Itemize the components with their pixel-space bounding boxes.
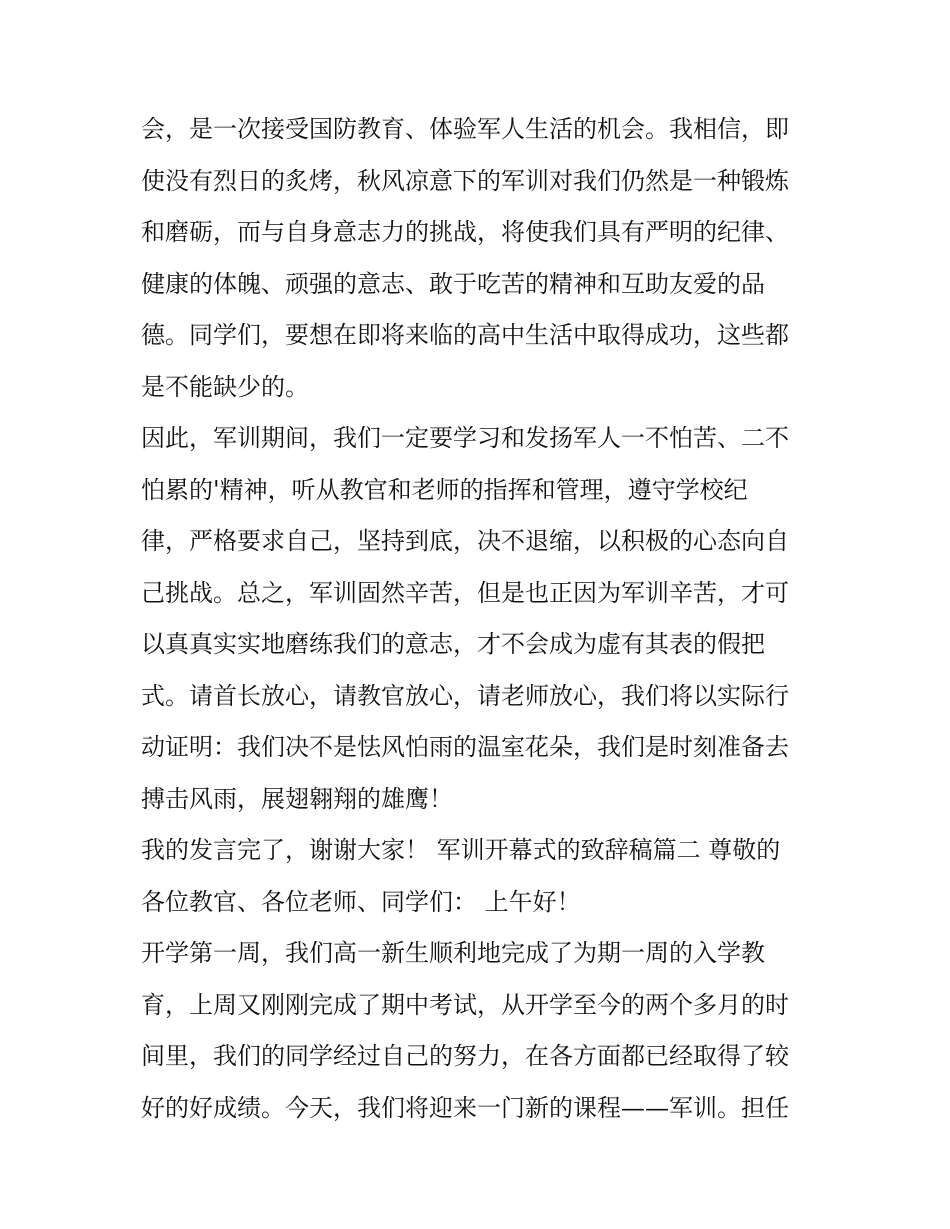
text-line: 己挑战。总之，军训固然辛苦，但是也正因为军训辛苦，才可 [141,578,789,607]
text-line: 好的好成绩。今天，我们将迎来一门新的课程——军训。担任 [141,1093,789,1122]
body-text [141,104,821,1134]
text-line: 搏击风雨，展翅翱翔的雄鹰！ [141,784,453,813]
text-line: 式。请首长放心，请教官放心，请老师放心，我们将以实际行 [141,681,789,710]
text-line: 德。同学们，要想在即将来临的高中生活中取得成功，这些都 [141,321,789,349]
text-line: 律，严格要求自己，坚持到底，决不退缩，以积极的心态向自 [141,527,789,555]
text-line: 各位教官、各位老师、同学们： 上午好！ [141,887,581,916]
text-line: 使没有烈日的炙烤，秋风凉意下的军训对我们仍然是一种锻炼 [141,166,789,195]
text-line: 因此，军训期间，我们一定要学习和发扬军人一不怕苦、二不 [141,424,789,452]
text-line: 育，上周又刚刚完成了期中考试，从开学至今的两个多月的时 [141,990,789,1019]
text-line: 会，是一次接受国防教育、体验军人生活的机会。我相信，即 [141,115,789,143]
text-line: 怕累的'精神，听从教官和老师的指挥和管理，遵守学校纪 [141,475,748,504]
text-line: 开学第一周，我们高一新生顺利地完成了为期一周的入学教 [141,939,765,967]
text-line: 和磨砺，而与自身意志力的挑战，将使我们具有严明的纪律、 [141,218,789,246]
text-line: 是不能缺少的。 [141,372,309,401]
text-line: 我的发言完了，谢谢大家！ 军训开幕式的致辞稿篇二 尊敬的 [141,836,781,864]
text-line: 以真真实实地磨练我们的意志，才不会成为虚有其表的假把 [141,630,765,658]
text-line: 间里，我们的同学经过自己的努力，在各方面都已经取得了较 [141,1042,789,1070]
text-line: 动证明：我们决不是怯风怕雨的温室花朵，我们是时刻准备去 [141,733,789,761]
text-line: 健康的体魄、顽强的意志、敢于吃苦的精神和互助友爱的品 [141,269,765,298]
